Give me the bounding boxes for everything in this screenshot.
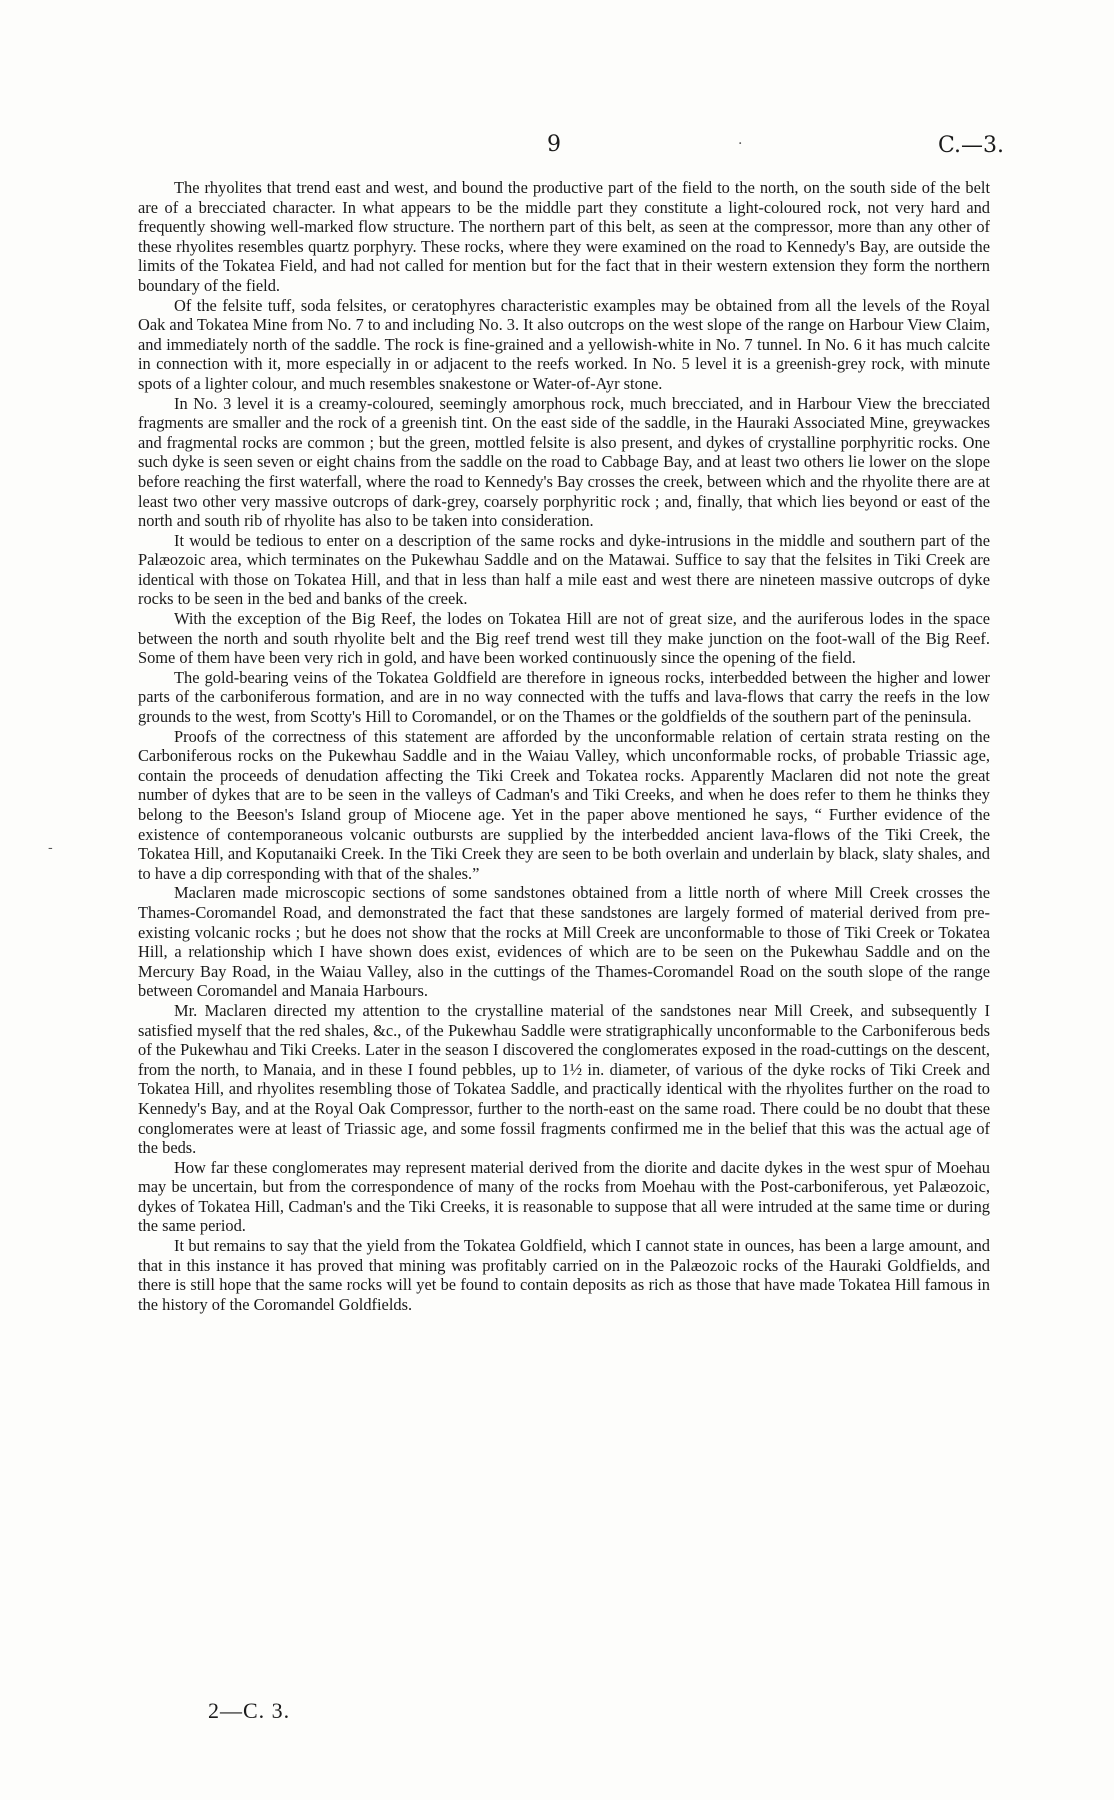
paragraph: The rhyolites that trend east and west, and bound the productive part of the field to the north, on the south side of the belt are of a brecciated character. In what appears to be the middle part they constitute a light-coloured rock, not very hard and frequently showing well-marked flow structure. The northern part of this belt, as seen at the compressor, more than any other of these rhyolites resembles quartz porphyry. These rocks, where they were examined on the road to Kennedy's Bay, are outside the limits of the Tokatea Field, and had not called for mention but for the fact that in their western extension they form the northern boundary of the field. — [138, 178, 990, 295]
paragraph: The gold-bearing veins of the Tokatea Goldfield are therefore in igneous rocks, interbedded between the higher and lower parts of the carboniferous formation, and are in no way connected with the tuffs and lava-flows that carry the reefs in the low grounds to the west, from Scotty's Hill to Coromandel, or on the Thames or the goldfields of the southern part of the peninsula. — [138, 667, 990, 727]
body-text — [138, 178, 990, 1314]
page-number: 9 — [547, 132, 561, 157]
signature-code: 2—C. 3. — [208, 1698, 291, 1723]
paragraph: With the exception of the Big Reef, the lodes on Tokatea Hill are not of great size, and the auriferous lodes in the space between the north and south rhyolite belt and the Big reef trend west till they make junction on the foot-wall of the Big Reef. Some of them have been very rich in gold, and have been worked continuously since the opening of the field. — [138, 609, 990, 668]
document-reference: C.—3. — [938, 133, 1005, 158]
stray-dot-mark: · — [738, 136, 743, 152]
paragraph: Proofs of the correctness of this statement are afforded by the unconformable relation of certain strata resting on the Carboniferous rocks on the Pukewhau Saddle and in the Waiau Valley, which unconformable rocks, of probable Triassic age, contain the proceeds of denudation affecting the Tiki Creek and Tokatea rocks. Apparently Maclaren did not note the great number of dykes that are to be seen in the valleys of Cadman's and Tiki Creeks, and when he does refer to them he thinks they belong to the Beeson's Island group of Miocene age. Yet in the paper above mentioned he says, “ Further evidence of the existence of contemporaneous volcanic outbursts are supplied by the interbedded ancient lava-flows of the Tiki Creek, the Tokatea Hill, and Koputanaiki Creek. In the Tiki Creek they are seen to be both overlain and underlain by black, slaty shales, and to have a dip corresponding with that of the shales.” — [138, 726, 990, 883]
paragraph: Mr. Maclaren directed my attention to the crystalline material of the sandstones near Mill Creek, and subsequently I satisfied myself that the red shales, &c., of the Pukewhau Saddle were stratigraphically unconformable to the Carboniferous beds of the Pukewhau and Tiki Creeks. Later in the season I discovered the conglomerates exposed in the road-cuttings on the descent, from the north, to Manaia, and in these I found pebbles, up to 1½ in. diameter, of various of the dyke rocks of Tiki Creek and Tokatea Hill, and rhyolites resembling those of Tokatea Saddle, and practically identical with the rhyolites further on the road to Kennedy's Bay, and at the Royal Oak Compressor, further to the north-east on the same road. There could be no doubt that these conglomerates were at least of Triassic age, and some fossil fragments confirmed me in the belief that this was the actual age of the beds. — [138, 1000, 990, 1158]
paragraph: Maclaren made microscopic sections of some sandstones obtained from a little north of where Mill Creek crosses the Thames-Coromandel Road, and demonstrated the fact that these sandstones are largely formed of material derived from pre-existing volcanic rocks ; but he does not show that the rocks at Mill Creek are unconformable to those of Tiki Creek or Tokatea Hill, a relationship which I have shown does exist, evidences of which are to be seen on the Pukewhau Saddle and on the Mercury Bay Road, in the Waiau Valley, also in the cuttings of the Thames-Coromandel Road on the south slope of the range between Coromandel and Manaia Harbours. — [138, 883, 990, 1001]
paragraph: How far these conglomerates may represent material derived from the diorite and dacite dykes in the west spur of Moehau may be uncertain, but from the correspondence of many of the rocks from Moehau with the Post-carboniferous, yet Palæozoic, dykes of Tokatea Hill, Cadman's and the Tiki Creeks, it is reasonable to suppose that all were intruded at the same time or during the same period. — [138, 1157, 990, 1236]
paragraph: It but remains to say that the yield from the Tokatea Goldfield, which I cannot state in ounces, has been a large amount, and that in this instance it has proved that mining was profitably carried on in the Palæozoic rocks of the Hauraki Goldfields, and there is still hope that the same rocks will yet be found to contain deposits as rich as those that have made Tokatea Hill famous in the history of the Coromandel Goldfields. — [138, 1236, 990, 1314]
stray-margin-mark: - — [48, 840, 53, 856]
paragraph: Of the felsite tuff, soda felsites, or ceratophyres characteristic examples may be obtained from all the levels of the Royal Oak and Tokatea Mine from No. 7 to and including No. 3. It also outcrops on the west slope of the range on Harbour View Claim, and immediately north of the saddle. The rock is fine-grained and a yellowish-white in No. 7 tunnel. In No. 6 it has much calcite in connection with it, more especially in or adjacent to the reefs worked. In No. 5 level it is a greenish-grey rock, with minute spots of a lighter colour, and much resembles snakestone or Water-of-Ayr stone. — [138, 295, 990, 393]
paragraph: In No. 3 level it is a creamy-coloured, seemingly amorphous rock, much brecciated, and in Harbour View the brecciated fragments are smaller and the rock of a greenish tint. On the east side of the saddle, in the Hauraki Associated Mine, greywackes and fragmental rocks are common ; but the green, mottled felsite is also present, and dykes of crystalline porphyritic rocks. One such dyke is seen seven or eight chains from the saddle on the road to Cabbage Bay, and at least two others lie lower on the slope before reaching the first waterfall, where the road to Kennedy's Bay crosses the creek, between which and the rhyolite there are at least two other very massive outcrops of dark-grey, coarsely porphyritic rock ; and, finally, that which lies beyond or east of the north and south rib of rhyolite has also to be taken into consideration. — [138, 393, 990, 531]
paragraph: It would be tedious to enter on a description of the same rocks and dyke-intrusions in the middle and southern part of the Palæozoic area, which terminates on the Pukewhau Saddle and on the Matawai. Suffice to say that the felsites in Tiki Creek are identical with those on Tokatea Hill, and that in less than half a mile east and west there are nineteen massive outcrops of dyke rocks to be seen in the bed and banks of the creek. — [138, 530, 990, 609]
